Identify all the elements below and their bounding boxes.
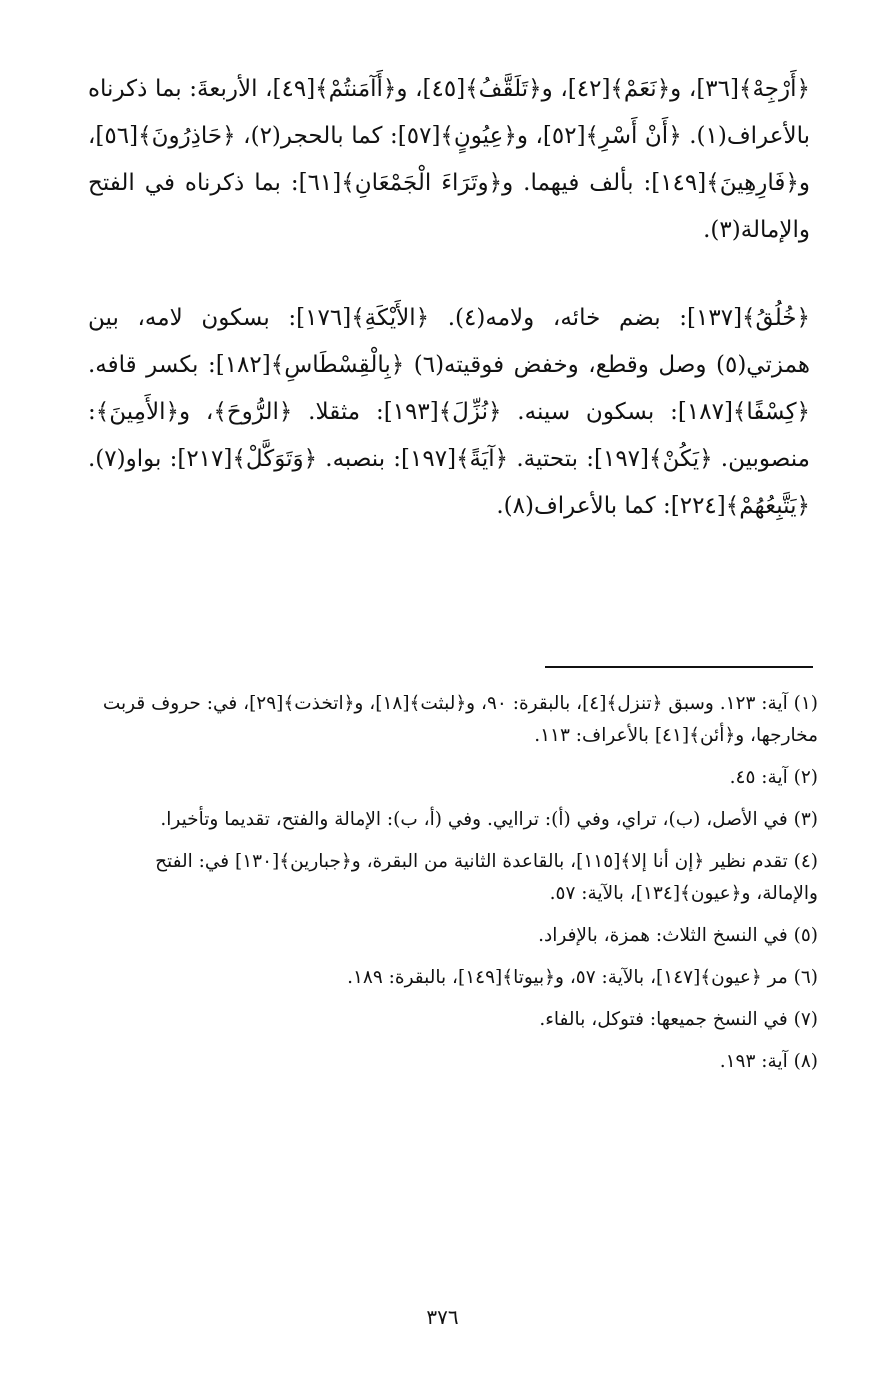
footnote-item: (٤) تقدم نظير ﴿إن أنا إلا﴾[١١٥]، بالقاعدة الثانية من البقرة، و﴿جبارين﴾[١٣٠] في: الفتح والإمالة، و﴿عيون﴾[١٣٤]، بالآية: ٥٧. bbox=[155, 851, 818, 904]
footnote-divider bbox=[545, 666, 813, 668]
main-paragraph: ﴿خُلُقُ﴾[١٣٧]: بضم خائه، ولامه(٤). ﴿الأَيْكَةِ﴾[١٧٦]: بسكون لامه، بين همزتي(٥) وصل وقطع، وخفض فوقيته(٦) ﴿بِالْقِسْطَاسِ﴾[١٨٢]: بكسر قافه. ﴿كِسْفًا﴾[١٨٧]: بسكون سينه. ﴿نُزِّلَ﴾[١٩٣]: مثقلا. ﴿الرُّوحَ﴾، و﴿الأَمِينَ﴾: منصوبين. ﴿يَكُنْ﴾[١٩٧]: بتحتية. ﴿آيَةً﴾[١٩٧]: بنصبه. ﴿وَتَوَكَّلْ﴾[٢١٧]: بواو(٧). ﴿يَتَّبِعُهُمْ﴾[٢٢٤]: كما بالأعراف(٨). bbox=[88, 305, 811, 519]
footnote-item: (٣) في الأصل، (ب)، تراي، وفي (أ): تراايي. وفي (أ، ب): الإمالة والفتح، تقديما وتأخيرا. bbox=[160, 809, 818, 830]
footnote-item: (٨) آية: ١٩٣. bbox=[719, 1051, 818, 1072]
footnote-item: (٥) في النسخ الثلاث: همزة، بالإفراد. bbox=[538, 925, 818, 946]
footnote-item: (١) آية: ١٢٣. وسبق ﴿تنزل﴾[٤]، بالبقرة: ٩٠، و﴿لبثت﴾[١٨]، و﴿اتخذت﴾[٢٩]، في: حروف قربت مخارجها، و﴿أئن﴾[٤١] بالأعراف: ١١٣. bbox=[102, 693, 818, 746]
footnote-item: (٦) مر ﴿عيون﴾[١٤٧]، بالآية: ٥٧، و﴿بيوتا﴾[١٤٩]، بالبقرة: ١٨٩. bbox=[347, 967, 818, 988]
footnotes-section bbox=[96, 688, 818, 1088]
footnote-item: (٢) آية: ٤٥. bbox=[729, 767, 818, 788]
page-number: ٣٧٦ bbox=[426, 1305, 459, 1329]
main-paragraph: ﴿أَرْجِهْ﴾[٣٦]، و﴿نَعَمْ﴾[٤٢]، و﴿تَلَقَّفُ﴾[٤٥]، و﴿أَآمَنتُمْ﴾[٤٩]، الأربعةَ: بما ذكرناه بالأعراف(١). ﴿أَنْ أَسْرِ﴾[٥٢]، و﴿عِيُونٍ﴾[٥٧]: كما بالحجر(٢)، ﴿حَاذِرُونَ﴾[٥٦]، و﴿فَارِهِينَ﴾[١٤٩]: بألف فيهما. و﴿وتَرَاءَ الْجَمْعَانِ﴾[٦١]: بما ذكرناه في الفتح والإمالة(٣). bbox=[88, 76, 810, 243]
footnote-item: (٧) في النسخ جميعها: فتوكل، بالفاء. bbox=[539, 1009, 818, 1030]
